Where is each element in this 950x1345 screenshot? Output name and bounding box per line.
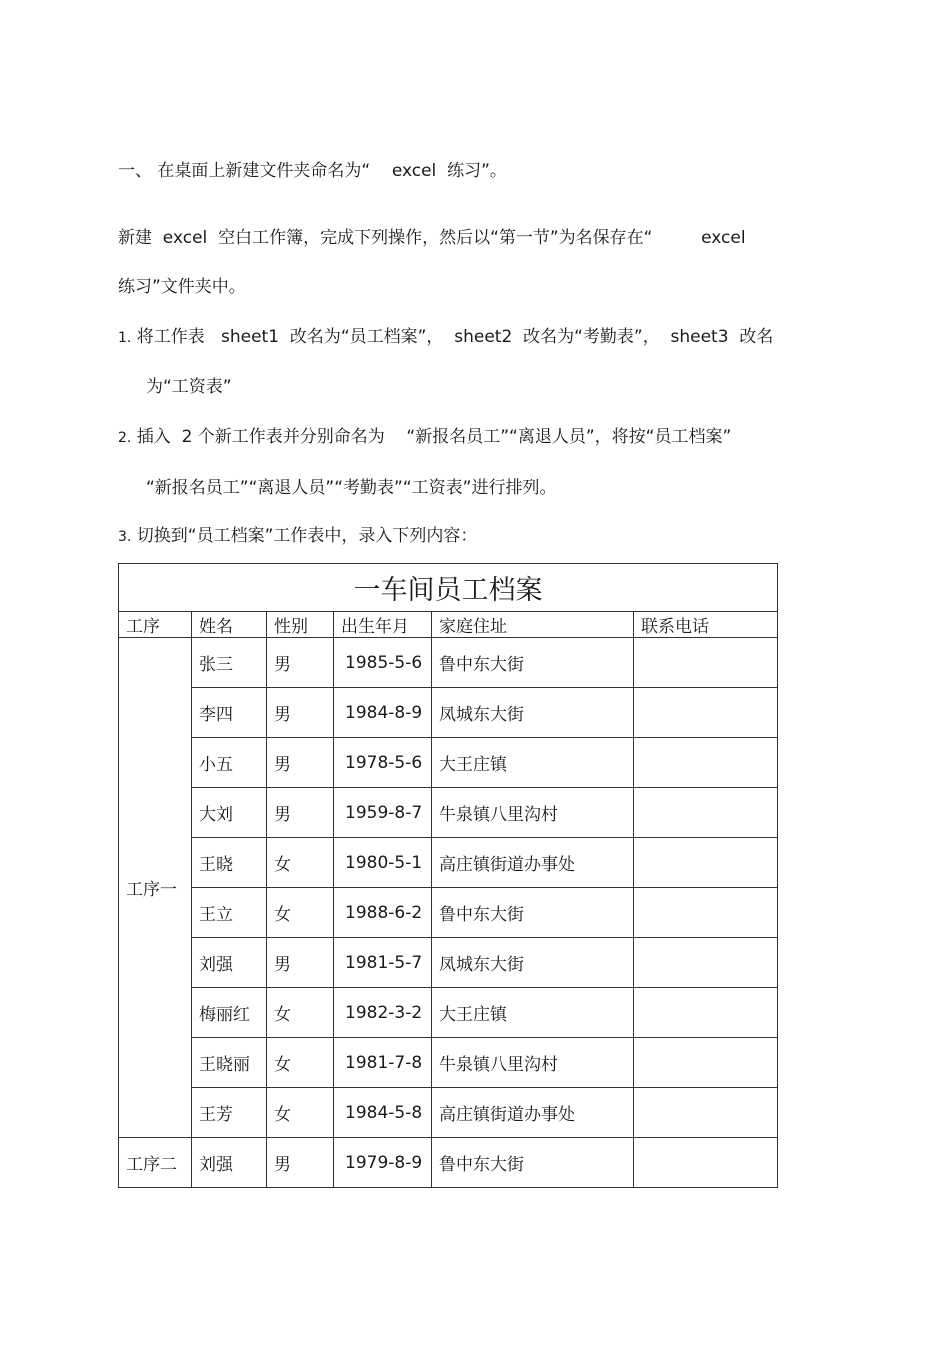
cell-phone <box>634 888 778 938</box>
header-gender: 性别 <box>267 612 334 638</box>
cell-gender: 男 <box>267 938 334 988</box>
step-3-text: 切换到“员工档案”工作表中，录入下列内容： <box>136 526 478 546</box>
cell-gender: 男 <box>267 688 334 738</box>
table-row <box>119 1138 778 1188</box>
cell-gender: 男 <box>267 1138 334 1188</box>
cell-gender: 女 <box>267 1038 334 1088</box>
cell-address: 牛泉镇八里沟村 <box>432 788 634 838</box>
cell-birth-date: 1981-7-8 <box>334 1038 432 1088</box>
cell-process-group: 工序二 <box>119 1138 192 1188</box>
cell-phone <box>634 1038 778 1088</box>
cell-birth-date: 1980-5-1 <box>334 838 432 888</box>
table-header-row <box>119 612 778 638</box>
table-row <box>119 938 778 988</box>
step-2-number: 2. <box>118 430 132 446</box>
cell-name: 刘强 <box>192 1138 267 1188</box>
cell-address: 凤城东大街 <box>432 688 634 738</box>
cell-phone <box>634 738 778 788</box>
intro-text-line2: 练习”文件夹中。 <box>118 277 246 297</box>
header-phone: 联系电话 <box>634 612 778 638</box>
cell-address: 凤城东大街 <box>432 938 634 988</box>
cell-address: 鲁中东大街 <box>432 888 634 938</box>
header-name: 姓名 <box>192 612 267 638</box>
step-2-line1 <box>118 425 731 450</box>
table-row <box>119 838 778 888</box>
cell-phone <box>634 688 778 738</box>
cell-gender: 女 <box>267 988 334 1038</box>
step-3-line1 <box>118 524 477 549</box>
step-3-number: 3. <box>118 529 132 545</box>
cell-name: 大刘 <box>192 788 267 838</box>
cell-name: 张三 <box>192 638 267 688</box>
cell-name: 王晓丽 <box>192 1038 267 1088</box>
cell-address: 鲁中东大街 <box>432 1138 634 1188</box>
cell-name: 梅丽红 <box>192 988 267 1038</box>
cell-address: 高庄镇街道办事处 <box>432 838 634 888</box>
cell-phone <box>634 1088 778 1138</box>
cell-gender: 女 <box>267 1088 334 1138</box>
cell-gender: 女 <box>267 888 334 938</box>
cell-birth-date: 1988-6-2 <box>334 888 432 938</box>
cell-process-group: 工序一 <box>119 638 192 1138</box>
header-address: 家庭住址 <box>432 612 634 638</box>
cell-name: 王芳 <box>192 1088 267 1138</box>
step-2-text: 插入 2 个新工作表并分别命名为 “新报名员工”“离退人员”，将按“员工档案” <box>136 427 732 447</box>
cell-phone <box>634 638 778 688</box>
cell-address: 鲁中东大街 <box>432 638 634 688</box>
cell-birth-date: 1981-5-7 <box>334 938 432 988</box>
cell-gender: 女 <box>267 838 334 888</box>
cell-birth-date: 1959-8-7 <box>334 788 432 838</box>
section-heading: 一、 在桌面上新建文件夹命名为“ excel 练习”。 <box>118 161 507 181</box>
table-row <box>119 638 778 688</box>
cell-birth-date: 1979-8-9 <box>334 1138 432 1188</box>
cell-address: 牛泉镇八里沟村 <box>432 1038 634 1088</box>
cell-name: 王晓 <box>192 838 267 888</box>
step-1-line2: 为“工资表” <box>146 377 232 397</box>
step-1-line1 <box>118 325 773 350</box>
step-1-text: 将工作表 sheet1 改名为“员工档案”， sheet2 改名为“考勤表”， sheet3 改名 <box>136 327 774 347</box>
cell-address: 大王庄镇 <box>432 988 634 1038</box>
cell-address: 高庄镇街道办事处 <box>432 1088 634 1138</box>
cell-phone <box>634 788 778 838</box>
step-2-line2: “新报名员工”“离退人员”“考勤表”“工资表”进行排列。 <box>146 478 557 498</box>
cell-birth-date: 1982-3-2 <box>334 988 432 1038</box>
cell-name: 刘强 <box>192 938 267 988</box>
table-row <box>119 1088 778 1138</box>
cell-gender: 男 <box>267 788 334 838</box>
cell-phone <box>634 1138 778 1188</box>
cell-gender: 男 <box>267 638 334 688</box>
table-row <box>119 788 778 838</box>
cell-address: 大王庄镇 <box>432 738 634 788</box>
cell-name: 王立 <box>192 888 267 938</box>
employee-roster-table <box>118 563 778 1188</box>
cell-birth-date: 1984-8-9 <box>334 688 432 738</box>
table-row <box>119 988 778 1038</box>
cell-name: 小五 <box>192 738 267 788</box>
cell-birth-date: 1985-5-6 <box>334 638 432 688</box>
table-row <box>119 1038 778 1088</box>
table-row <box>119 688 778 738</box>
cell-birth-date: 1984-5-8 <box>334 1088 432 1138</box>
cell-gender: 男 <box>267 738 334 788</box>
table-title: 一车间员工档案 <box>119 564 778 612</box>
cell-phone <box>634 838 778 888</box>
table-row <box>119 738 778 788</box>
cell-phone <box>634 988 778 1038</box>
cell-phone <box>634 938 778 988</box>
step-1-number: 1. <box>118 330 132 346</box>
header-birth-date: 出生年月 <box>334 612 432 638</box>
cell-name: 李四 <box>192 688 267 738</box>
table-row <box>119 888 778 938</box>
cell-birth-date: 1978-5-6 <box>334 738 432 788</box>
intro-text-line1: 新建 excel 空白工作簿，完成下列操作，然后以“第一节”为名保存在“ excel <box>118 228 746 248</box>
header-process: 工序 <box>119 612 192 638</box>
